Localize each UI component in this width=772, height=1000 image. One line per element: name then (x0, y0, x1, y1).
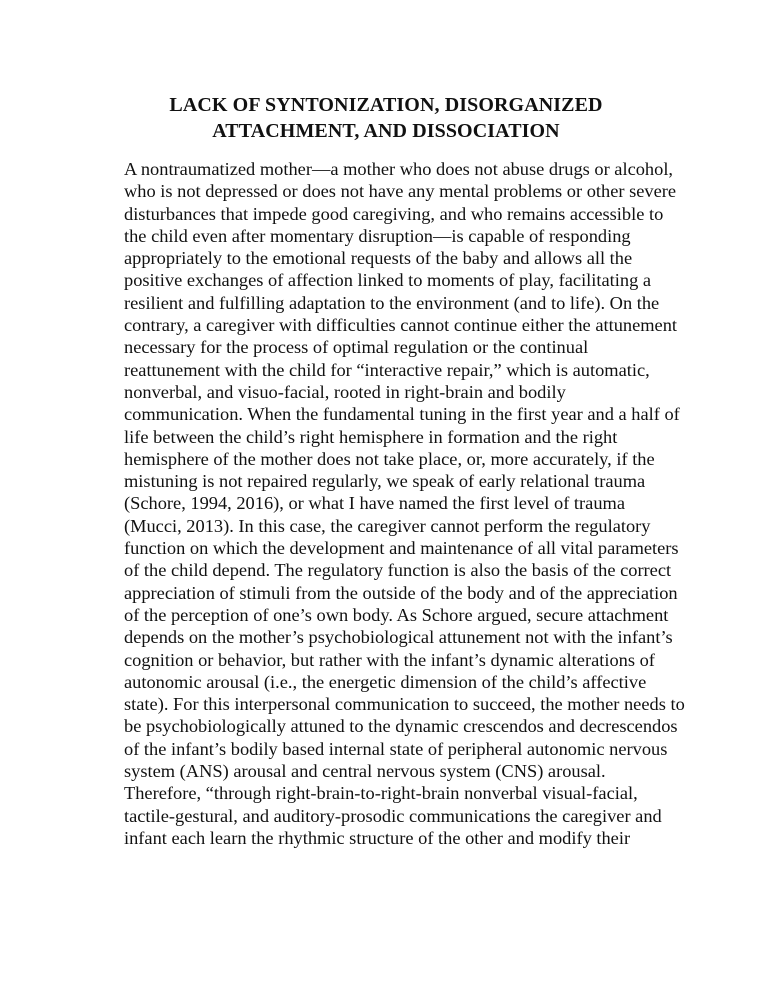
paragraph-line: be psychobiologically attuned to the dynamic crescendos and decrescendos (124, 716, 678, 737)
paragraph-line: necessary for the process of optimal regulation or the continual (124, 337, 589, 358)
paragraph-line: positive exchanges of affection linked to moments of play, facilitating a (124, 270, 652, 291)
section-title (0, 92, 772, 144)
paragraph-line: depends on the mother’s psychobiological attunement not with the infant’s (124, 627, 673, 648)
paragraph-line: appreciation of stimuli from the outside of the body and of the appreciation (124, 582, 678, 603)
paragraph-line: state). For this interpersonal communication to succeed, the mother needs to (124, 694, 685, 715)
paragraph-line: tactile-gestural, and auditory-prosodic communications the caregiver and (124, 805, 662, 826)
paragraph-line: the child even after momentary disruption—is capable of responding (124, 225, 631, 246)
paragraph-line: (Mucci, 2013). In this case, the caregiver cannot perform the regulatory (124, 515, 651, 536)
paragraph-line: contrary, a caregiver with difficulties cannot continue either the attunement (124, 315, 678, 336)
paragraph-line: A nontraumatized mother—a mother who does not abuse drugs or alcohol, (124, 159, 674, 179)
section-title-line: LACK OF SYNTONIZATION, DISORGANIZED (169, 94, 603, 116)
paragraph-line: reattunement with the child for “interactive repair,” which is automatic, (124, 359, 650, 380)
paragraph-line: function on which the development and maintenance of all vital parameters (124, 538, 679, 559)
paragraph-line: infant each learn the rhythmic structure of the other and modify their (124, 827, 631, 848)
paragraph-line: Therefore, “through right-brain-to-right-brain nonverbal visual-facial, (124, 783, 638, 804)
paragraph-line: of the perception of one’s own body. As Schore argued, secure attachment (124, 604, 669, 625)
paragraph-line: communication. When the fundamental tuning in the first year and a half of (124, 404, 680, 425)
paragraph-line: hemisphere of the mother does not take place, or, more accurately, if the (124, 448, 655, 469)
paragraph-line: life between the child’s right hemisphere in formation and the right (124, 426, 618, 447)
paragraph-line: nonverbal, and visuo-facial, rooted in right-brain and bodily (124, 381, 566, 402)
paragraph-line: mistuning is not repaired regularly, we speak of early relational trauma (124, 471, 646, 492)
paragraph-line: who is not depressed or does not have any mental problems or other severe (124, 181, 677, 202)
section-title-line: ATTACHMENT, AND DISSOCIATION (212, 120, 560, 142)
paragraph-line: (Schore, 1994, 2016), or what I have named the first level of trauma (124, 493, 625, 514)
paragraph-line: disturbances that impede good caregiving, and who remains accessible to (124, 203, 664, 224)
paragraph-line: of the infant’s bodily based internal state of peripheral autonomic nervous (124, 738, 668, 759)
body-paragraph (124, 158, 684, 849)
paragraph-line: of the child depend. The regulatory function is also the basis of the correct (124, 560, 672, 581)
paragraph-line: autonomic arousal (i.e., the energetic dimension of the child’s affective (124, 671, 647, 692)
paragraph-line: resilient and fulfilling adaptation to the environment (and to life). On the (124, 292, 660, 313)
paragraph-line: cognition or behavior, but rather with the infant’s dynamic alterations of (124, 649, 655, 670)
paragraph-line: system (ANS) arousal and central nervous system (CNS) arousal. (124, 761, 606, 782)
paragraph-line: appropriately to the emotional requests of the baby and allows all the (124, 248, 633, 269)
